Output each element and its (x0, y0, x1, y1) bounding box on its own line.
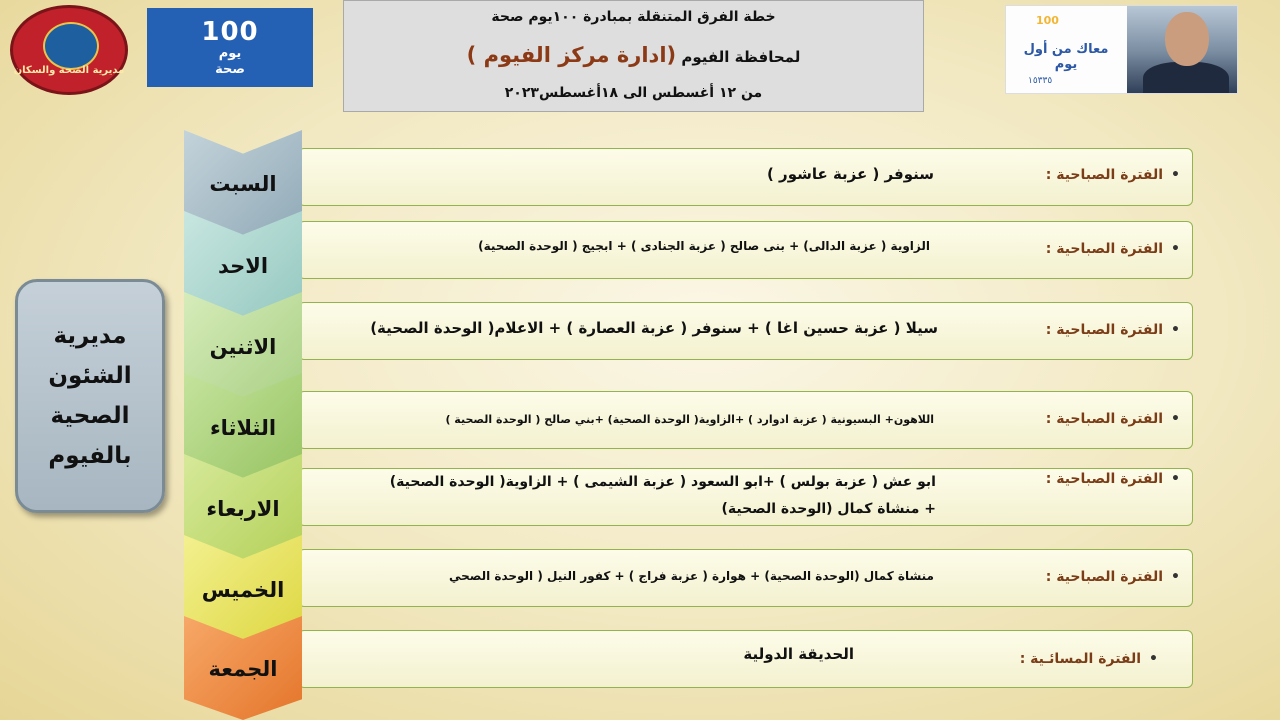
content-line: منشاة كمال (الوحدة الصحية) + هوارة ( عزبة فراج ) + كفور النيل ( الوحدة الصحي (448, 569, 934, 583)
row-content (307, 469, 936, 523)
poster-slogan: معاك من أول يوم (1023, 42, 1109, 72)
poster-logo100-num: 100 (1036, 14, 1059, 27)
schedule-row-friday (298, 630, 1193, 688)
period-text: الفترة الصباحية : (1045, 241, 1164, 257)
campaign-poster (1005, 5, 1238, 94)
content-line: ابو عش ( عزبة بولس ) +ابو السعود ( عزبة الشيمى ) + الزاوية( الوحدة الصحية) (389, 474, 936, 490)
content-line: سيلا ( عزبة حسين اغا ) + سنوفر ( عزبة العصارة ) + الاعلام( الوحدة الصحية) (370, 319, 938, 337)
period-text: الفترة الصباحية : (1045, 411, 1164, 427)
content-line: الحديقة الدولية (743, 645, 854, 663)
poster-portrait (1127, 6, 1237, 94)
bullet-icon: • (1171, 241, 1180, 257)
period-label (1046, 241, 1180, 257)
health-directorate-seal (10, 5, 128, 95)
period-text: الفترة الصباحية : (1045, 569, 1164, 585)
period-label (1046, 569, 1180, 585)
poster-logo100 (1036, 14, 1059, 27)
seal-emblem-icon (43, 22, 99, 70)
bullet-icon: • (1149, 651, 1158, 667)
row-content (307, 645, 854, 663)
schedule-row-sunday (298, 221, 1193, 279)
content-line: اللاهون+ البسيونية ( عزبة ادوارد ) +الزاوية( الوحدة الصحية) +بني صالح ( الوحدة الصحية ) (445, 413, 934, 426)
schedule-row-thursday (298, 549, 1193, 607)
content-line: الزاوية ( عزبة الدالى) + بنى صالح ( عزبة الجنادى ) + ابجيج ( الوحدة الصحية) (478, 239, 930, 253)
header-governorate: لمحافظة الفيوم (681, 48, 801, 66)
bullet-icon: • (1171, 569, 1180, 585)
header-line-1: خطة الفرق المتنقلة بمبادرة ١٠٠يوم صحة (491, 9, 776, 25)
schedule-row-wednesday (298, 468, 1193, 526)
content-line: + منشاة كمال (الوحدة الصحية) (721, 501, 936, 517)
seal-text: مديرية الصحة والسكان (13, 65, 125, 76)
day-label-sunday: الاحد (217, 254, 269, 278)
row-content (307, 413, 934, 426)
period-text: الفترة الصباحية : (1045, 471, 1164, 487)
day-label-thursday: الخميس (201, 578, 285, 602)
day-label-tuesday: الثلاثاء (209, 416, 277, 440)
row-content (307, 165, 934, 183)
portrait-suit (1143, 62, 1229, 94)
bullet-icon: • (1171, 471, 1180, 487)
period-label (1046, 471, 1180, 487)
header-date-range: من ١٢ أغسطس الى ١٨أغسطس٢٠٢٣ (504, 85, 763, 101)
period-text: الفترة الصباحية : (1045, 322, 1164, 338)
100-days-health-logo (147, 8, 313, 87)
logo100-text-health: صحة (215, 62, 245, 77)
directorate-box (15, 279, 165, 513)
period-label (1046, 322, 1180, 338)
header-line-2 (344, 43, 923, 67)
period-label (1046, 411, 1180, 427)
logo100-number: 100 (201, 17, 259, 47)
bullet-icon: • (1171, 322, 1180, 338)
schedule-row-tuesday (298, 391, 1193, 449)
period-label (1046, 167, 1180, 183)
day-label-monday: الاثنين (209, 335, 277, 359)
period-text: الفترة الصباحية : (1045, 167, 1164, 183)
content-line: سنوفر ( عزبة عاشور ) (766, 165, 934, 183)
header-title-box (343, 0, 924, 112)
schedule-row-monday (298, 302, 1193, 360)
row-content (307, 569, 934, 583)
day-label-friday: الجمعة (208, 657, 278, 681)
portrait-head (1165, 12, 1209, 66)
logo100-text-day: يوم (218, 46, 242, 61)
period-label (1020, 651, 1158, 667)
directorate-label: مديرية الشئون الصحية بالفيوم (48, 323, 132, 469)
period-text: الفترة المسائـية : (1019, 651, 1142, 667)
day-label-saturday: السبت (209, 172, 277, 196)
bullet-icon: • (1171, 411, 1180, 427)
header-center-name: (ادارة مركز الفيوم ) (466, 43, 677, 67)
row-content (307, 239, 930, 253)
schedule-row-saturday (298, 148, 1193, 206)
row-content (307, 319, 938, 337)
bullet-icon: • (1171, 167, 1180, 183)
poster-hotline: ١٥٣٣٥ (1028, 76, 1053, 86)
day-label-wednesday: الاربعاء (206, 497, 280, 521)
